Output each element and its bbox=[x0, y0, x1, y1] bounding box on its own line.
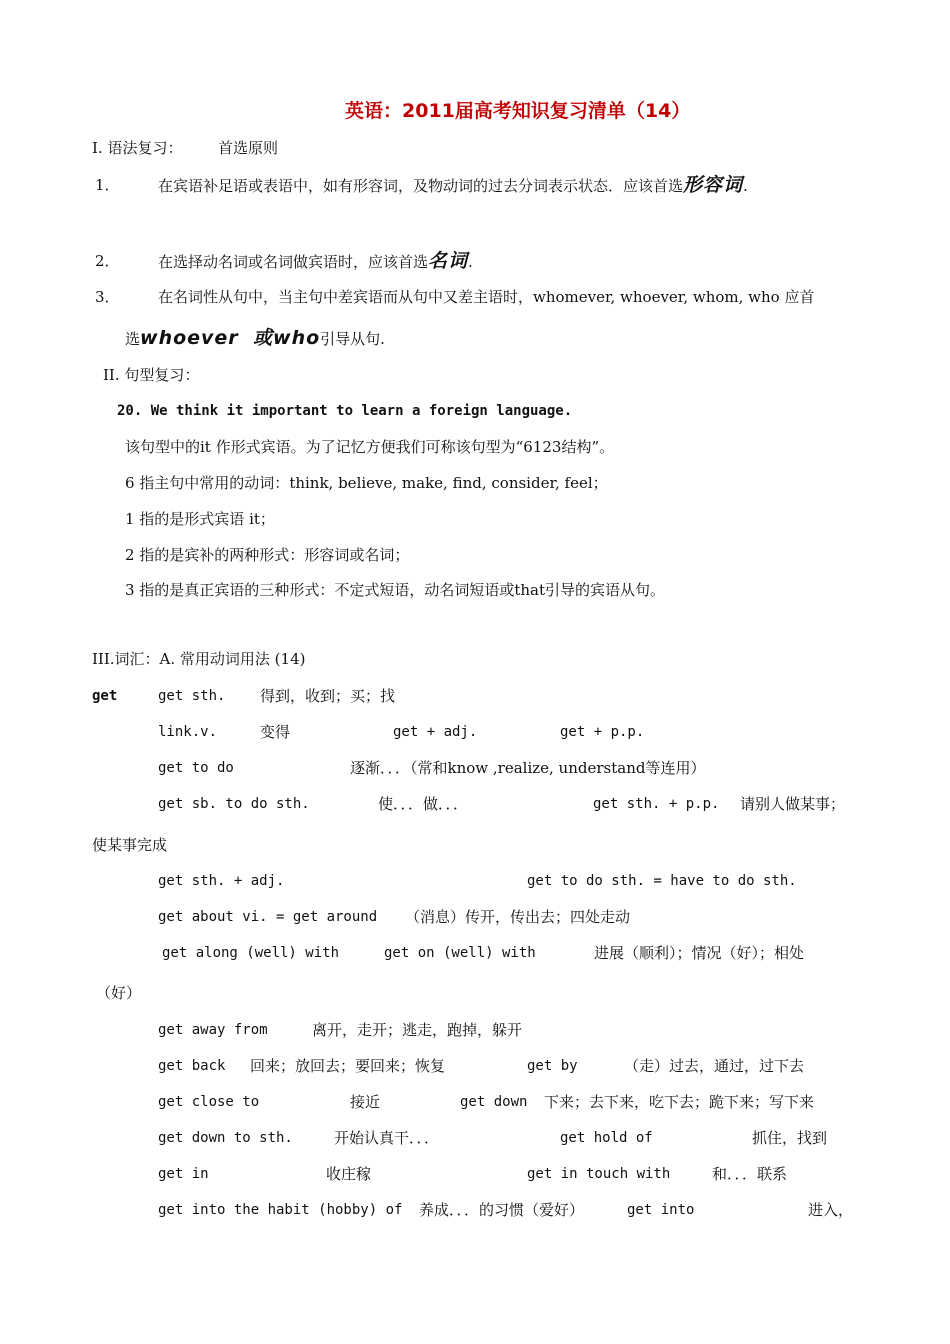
usage-get-on: get on (well) with bbox=[384, 945, 536, 961]
rule-3-pre: 选 bbox=[125, 330, 141, 348]
rule-1-number: 1． bbox=[95, 176, 120, 194]
usage-get-sth-adj: get sth. + adj. bbox=[158, 873, 285, 889]
usage-get-close-to-meaning: 接近 bbox=[350, 1093, 381, 1111]
usage-get-sth-pp-meaning: 请别人做某事； bbox=[740, 795, 846, 813]
rule-1-text bbox=[158, 175, 748, 196]
usage-get-into-habit: get into the habit (hobby) of bbox=[158, 1202, 403, 1218]
rule-3-or: 或 bbox=[253, 327, 274, 349]
usage-get-to-do: get to do bbox=[158, 760, 234, 776]
page-title: 英语：2011届高考知识复习清单（14） bbox=[345, 100, 691, 122]
usage-get-sth: get sth. bbox=[158, 688, 226, 704]
rule-2-answer: 名词 bbox=[428, 250, 469, 272]
usage-get-to-do-meaning: 逐渐．．．（常和know ,realize, understand等连用） bbox=[350, 759, 706, 777]
rule-3-answer-a: whoever bbox=[140, 327, 239, 349]
usage-linkv: link.v. bbox=[158, 724, 218, 740]
pattern-line-1: 该句型中的it 作形式宾语。为了记忆方便我们可称该句型为“6123结构”。 bbox=[125, 438, 615, 456]
usage-get-down: get down bbox=[460, 1094, 528, 1110]
usage-get-sth-meaning: 得到，收到；买；找 bbox=[260, 687, 396, 705]
usage-get-down-to: get down to sth. bbox=[158, 1130, 293, 1146]
rule-1-period: . bbox=[743, 177, 748, 195]
usage-get-sth-pp: get sth. + p.p. bbox=[593, 796, 720, 812]
section-1-heading: I. 语法复习： bbox=[92, 139, 183, 157]
rule-2-text bbox=[158, 251, 473, 272]
usage-get-hold-of-meaning: 抓住，找到 bbox=[752, 1129, 828, 1147]
usage-linkv-meaning: 变得 bbox=[260, 723, 291, 741]
usage-get-to-do-have: get to do sth. = have to do sth. bbox=[527, 873, 797, 889]
usage-get-back: get back bbox=[158, 1058, 226, 1074]
section-3-heading: III.词汇：A. 常用动词用法 (14) bbox=[92, 650, 306, 668]
usage-get-into-habit-meaning: 养成．．．的习惯（爱好） bbox=[419, 1201, 585, 1219]
rule-3-text: 在名词性从句中，当主句中差宾语而从句中又差主语时，whomever, whoever, whom, who 应首 bbox=[158, 288, 815, 306]
usage-get-sb-to-do-meaning: 使．．．做．．． bbox=[378, 795, 469, 813]
rule-3-answer-b: who bbox=[273, 327, 321, 349]
usage-get-sb-to-do: get sb. to do sth. bbox=[158, 796, 310, 812]
usage-get-in-meaning: 收庄稼 bbox=[326, 1165, 372, 1183]
usage-get-down-to-meaning: 开始认真干．．． bbox=[334, 1129, 440, 1147]
rule-3-number: 3． bbox=[95, 288, 120, 306]
pattern-line-3: 1 指的是形式宾语 it； bbox=[125, 510, 275, 528]
usage-get-close-to: get close to bbox=[158, 1094, 260, 1110]
usage-get-hold-of: get hold of bbox=[560, 1130, 653, 1146]
section-1-subheading: 首选原则 bbox=[218, 139, 279, 157]
usage-get-into: get into bbox=[627, 1202, 695, 1218]
usage-get-away-from: get away from bbox=[158, 1022, 268, 1038]
usage-get-down-meaning: 下来；去下来，吃下去；跪下来；写下来 bbox=[544, 1093, 815, 1111]
usage-get-into-meaning: 进入， bbox=[808, 1201, 854, 1219]
usage-get-back-meaning: 回来；放回去；要回来；恢复 bbox=[250, 1057, 446, 1075]
rule-2-body: 在选择动名词或名词做宾语时，应该首选 bbox=[158, 253, 429, 271]
usage-get-about: get about vi. = get around bbox=[158, 909, 378, 925]
rule-1-body: 在宾语补足语或表语中，如有形容词，及物动词的过去分词表示状态．应该首选 bbox=[158, 177, 684, 195]
pattern-line-2: 6 指主句中常用的动词：think, believe, make, find, consider, feel； bbox=[125, 474, 608, 492]
usage-get-along: get along (well) with bbox=[162, 945, 340, 961]
usage-get-by: get by bbox=[527, 1058, 578, 1074]
usage-get-along-meaning: 进展（顺利）；情况（好）；相处 bbox=[594, 944, 805, 962]
rule-2-number: 2． bbox=[95, 252, 120, 270]
pattern-sentence: 20. We think it important to learn a foreign language. bbox=[117, 403, 573, 419]
pattern-line-4: 2 指的是宾补的两种形式：形容词或名词； bbox=[125, 546, 410, 564]
usage-get-about-meaning: （消息）传开，传出去；四处走动 bbox=[405, 908, 631, 926]
usage-get-away-from-meaning: 离开，走开；逃走，跑掉，躲开 bbox=[312, 1021, 523, 1039]
usage-get-in-touch-with: get in touch with bbox=[527, 1166, 671, 1182]
rule-3-post: 引导从句. bbox=[320, 330, 385, 348]
rule-2-period: . bbox=[468, 253, 473, 271]
usage-get-pp: get + p.p. bbox=[560, 724, 645, 740]
usage-get-adj: get + adj. bbox=[393, 724, 478, 740]
usage-get-along-meaning-cont: （好） bbox=[96, 984, 142, 1002]
section-2-heading: II. 句型复习： bbox=[103, 366, 200, 384]
pattern-line-5: 3 指的是真正宾语的三种形式：不定式短语，动名词短语或that引导的宾语从句。 bbox=[125, 581, 665, 599]
rule-3-line2 bbox=[125, 328, 385, 349]
usage-get-by-meaning: （走）过去，通过，过下去 bbox=[624, 1057, 805, 1075]
usage-get-sth-pp-meaning-cont: 使某事完成 bbox=[92, 836, 168, 854]
usage-get-in-touch-with-meaning: 和．．．联系 bbox=[712, 1165, 788, 1183]
headword-get: get bbox=[92, 688, 118, 704]
rule-1-answer: 形容词 bbox=[683, 174, 744, 196]
usage-get-in: get in bbox=[158, 1166, 209, 1182]
